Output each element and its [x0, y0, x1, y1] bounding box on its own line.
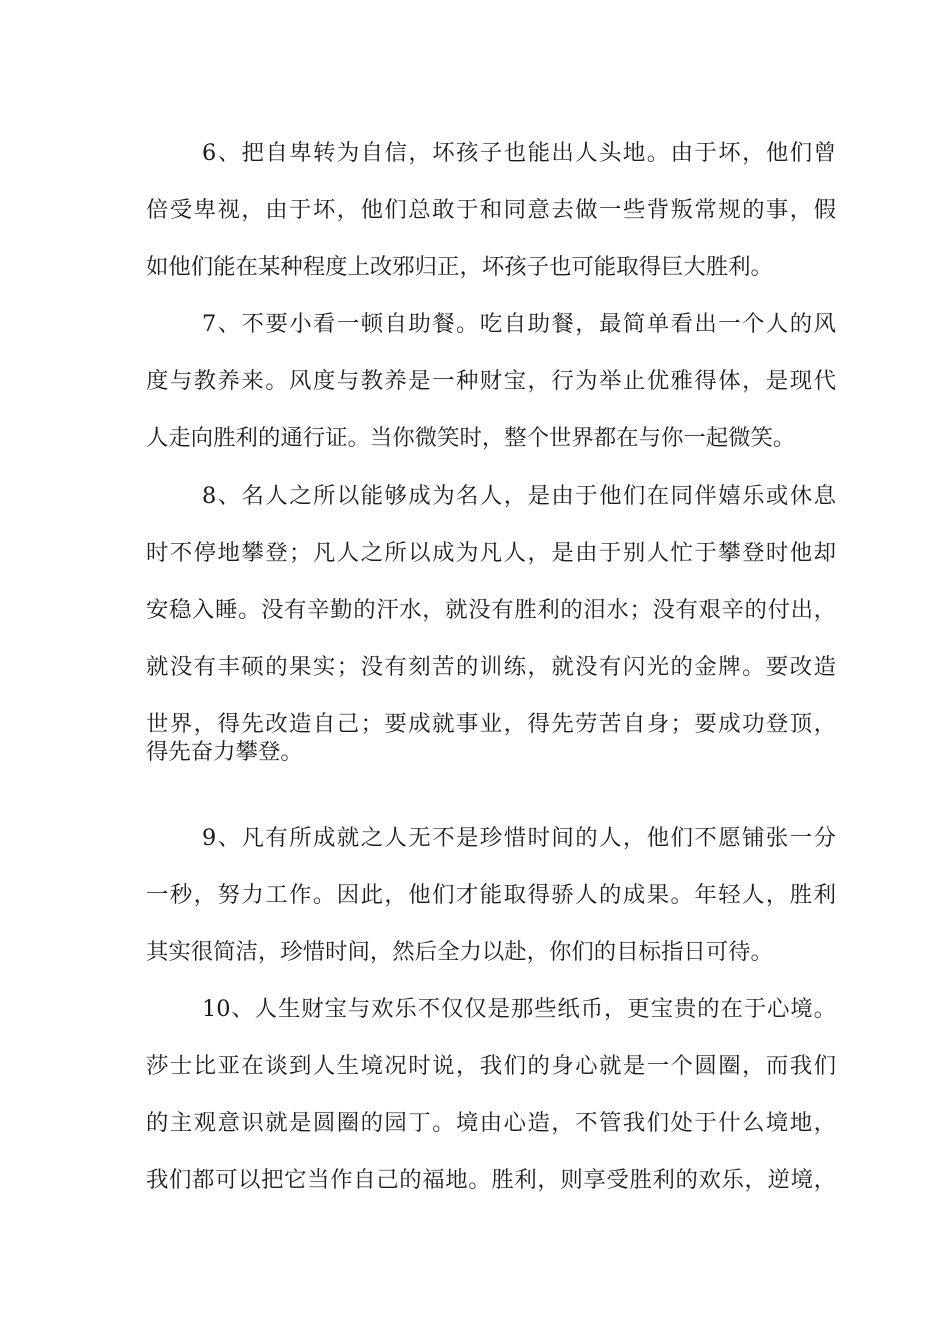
paragraph-9-line-1: 9、凡有所成就之人无不是珍惜时间的人，他们不愿铺张一分	[202, 825, 836, 851]
paragraph-8-line-3: 安稳入睡。没有辛勤的汗水，就没有胜利的泪水；没有艰辛的付出，	[146, 597, 836, 623]
paragraph-7-line-2: 度与教养来。风度与教养是一种财宝，行为举止优雅得体，是现代	[146, 368, 836, 394]
paragraph-9-line-2: 一秒，努力工作。因此，他们才能取得骄人的成果。年轻人，胜利	[146, 882, 836, 908]
paragraph-8-line-6: 得先奋力攀登。	[146, 739, 303, 765]
paragraph-6-line-1: 6、把自卑转为自信，坏孩子也能出人头地。由于坏，他们曾	[202, 140, 836, 166]
paragraph-10-line-3: 的主观意识就是圆圈的园丁。境由心造，不管我们处于什么境地，	[146, 1110, 836, 1136]
paragraph-7-line-3: 人走向胜利的通行证。当你微笑时，整个世界都在与你一起微笑。	[146, 425, 796, 451]
paragraph-10-line-2: 莎士比亚在谈到人生境况时说，我们的身心就是一个圆圈，而我们	[146, 1053, 836, 1079]
paragraph-8-line-5: 世界，得先改造自己；要成就事业，得先劳苦自身；要成功登顶，	[146, 711, 836, 737]
paragraph-6-line-3: 如他们能在某种程度上改邪归正，坏孩子也可能取得巨大胜利。	[146, 254, 773, 280]
paragraph-10-line-1: 10、人生财宝与欢乐不仅仅是那些纸币，更宝贵的在于心境。	[202, 996, 836, 1022]
paragraph-10-line-4: 我们都可以把它当作自己的福地。胜利，则享受胜利的欢乐，逆境，	[146, 1167, 836, 1193]
paragraph-9-line-3: 其实很简洁，珍惜时间，然后全力以赴，你们的目标指日可待。	[146, 939, 773, 965]
paragraph-7-line-1: 7、不要小看一顿自助餐。吃自助餐，最简单看出一个人的风	[202, 311, 836, 337]
paragraph-6-line-2: 倍受卑视，由于坏，他们总敢于和同意去做一些背叛常规的事，假	[146, 197, 836, 223]
paragraph-8-line-2: 时不停地攀登；凡人之所以成为凡人，是由于别人忙于攀登时他却	[146, 540, 836, 566]
paragraph-8-line-1: 8、名人之所以能够成为名人，是由于他们在同伴嬉乐或休息	[202, 483, 836, 509]
paragraph-8-line-4: 就没有丰硕的果实；没有刻苦的训练，就没有闪光的金牌。要改造	[146, 654, 836, 680]
